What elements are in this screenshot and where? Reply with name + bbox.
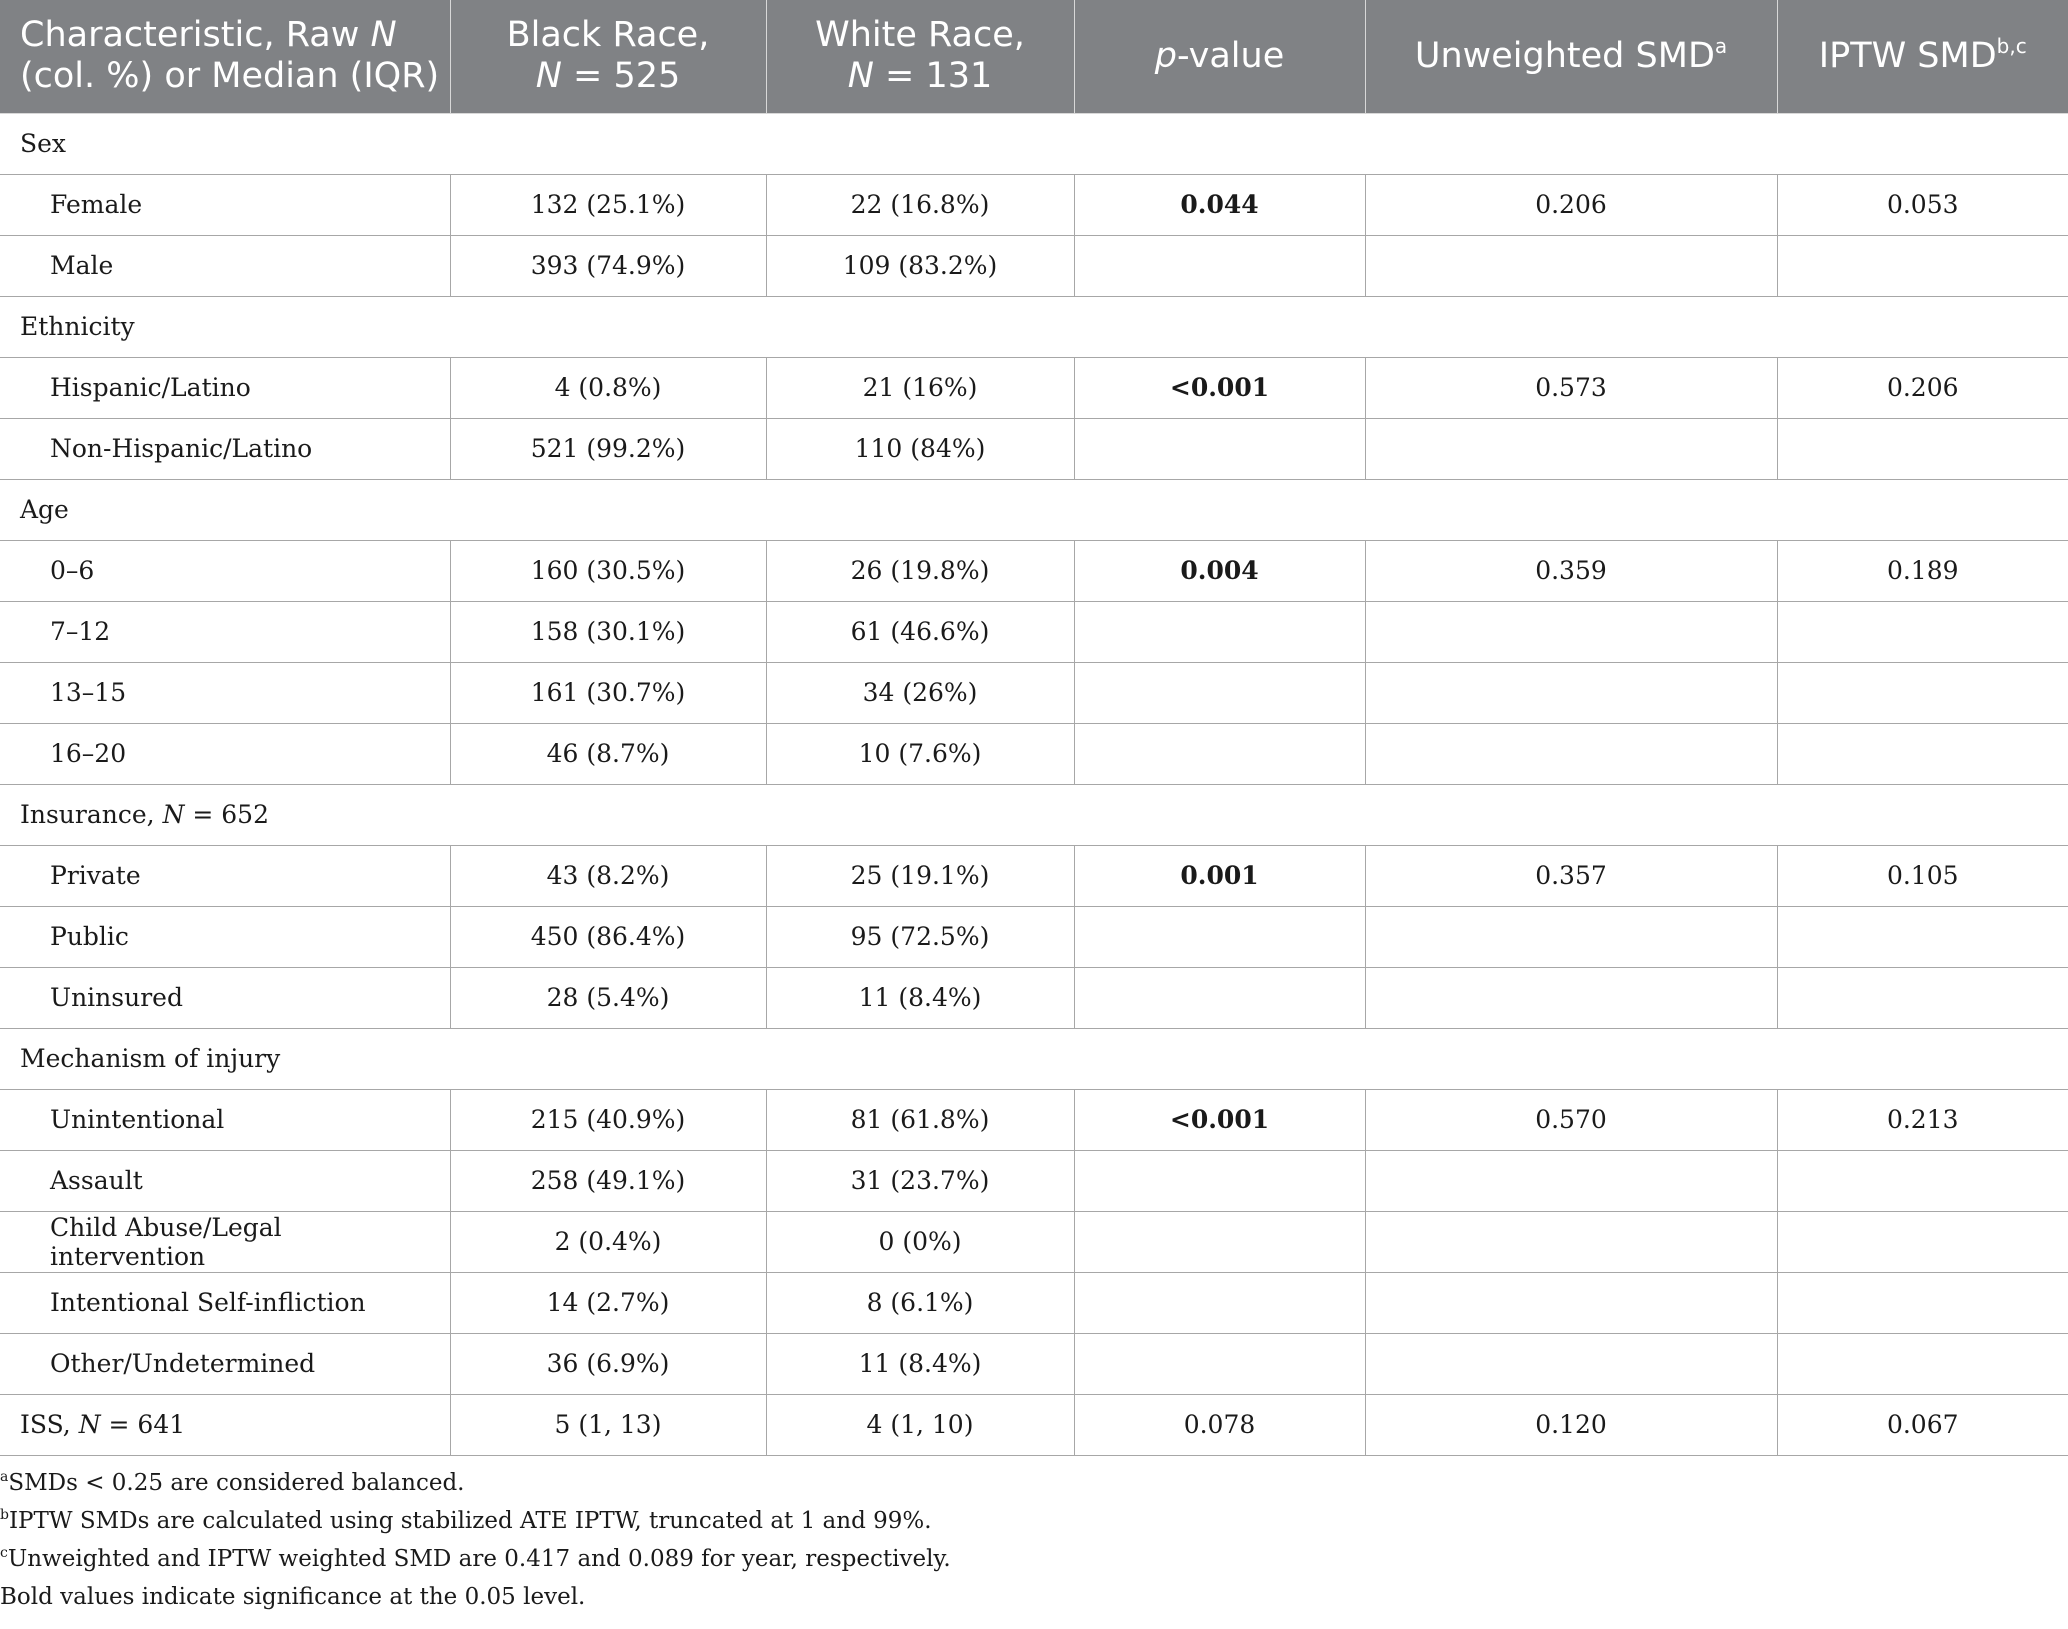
category-row-age <box>0 479 2068 540</box>
p-value <box>1074 601 1365 662</box>
p-value <box>1074 723 1365 784</box>
unweighted-smd-value: 0.357 <box>1365 845 1777 906</box>
black-value: 160 (30.5%) <box>450 540 766 601</box>
table-row <box>0 540 2068 601</box>
white-value: 11 (8.4%) <box>766 1333 1074 1394</box>
table-row <box>0 1272 2068 1333</box>
unweighted-smd-value <box>1365 235 1777 296</box>
unweighted-smd-value: 0.206 <box>1365 174 1777 235</box>
category-row-ethnicity <box>0 296 2068 357</box>
row-label: Non-Hispanic/Latino <box>0 418 450 479</box>
table-row <box>0 1089 2068 1150</box>
category-label: Mechanism of injury <box>0 1028 2068 1089</box>
row-label: Intentional Self-infliction <box>0 1272 450 1333</box>
white-value: 61 (46.6%) <box>766 601 1074 662</box>
unweighted-smd-value <box>1365 418 1777 479</box>
unweighted-smd-value <box>1365 662 1777 723</box>
iptw-smd-value <box>1777 1150 2068 1211</box>
white-value: 25 (19.1%) <box>766 845 1074 906</box>
table-row <box>0 1211 2068 1272</box>
white-value: 8 (6.1%) <box>766 1272 1074 1333</box>
row-label: 0–6 <box>0 540 450 601</box>
iptw-smd-value <box>1777 662 2068 723</box>
p-value: 0.001 <box>1074 845 1365 906</box>
black-value: 14 (2.7%) <box>450 1272 766 1333</box>
unweighted-smd-value: 0.120 <box>1365 1394 1777 1455</box>
unweighted-smd-value <box>1365 1333 1777 1394</box>
header-characteristic: Characteristic, Raw N (col. %) or Median (IQR) <box>0 0 450 113</box>
header-p-value: p-value <box>1074 0 1365 113</box>
iptw-smd-value <box>1777 906 2068 967</box>
p-value <box>1074 1211 1365 1272</box>
white-value: 95 (72.5%) <box>766 906 1074 967</box>
row-label: 7–12 <box>0 601 450 662</box>
table-row <box>0 906 2068 967</box>
table-row <box>0 845 2068 906</box>
iptw-smd-value <box>1777 1272 2068 1333</box>
black-value: 2 (0.4%) <box>450 1211 766 1272</box>
black-value: 4 (0.8%) <box>450 357 766 418</box>
unweighted-smd-value <box>1365 1150 1777 1211</box>
category-row-sex <box>0 113 2068 174</box>
row-label: 16–20 <box>0 723 450 784</box>
unweighted-smd-value: 0.570 <box>1365 1089 1777 1150</box>
table-row <box>0 174 2068 235</box>
row-label: ISS, N = 641 <box>0 1394 450 1455</box>
white-value: 81 (61.8%) <box>766 1089 1074 1150</box>
black-value: 43 (8.2%) <box>450 845 766 906</box>
white-value: 10 (7.6%) <box>766 723 1074 784</box>
white-value: 26 (19.8%) <box>766 540 1074 601</box>
unweighted-smd-value <box>1365 1272 1777 1333</box>
black-value: 132 (25.1%) <box>450 174 766 235</box>
black-value: 258 (49.1%) <box>450 1150 766 1211</box>
black-value: 46 (8.7%) <box>450 723 766 784</box>
table-row <box>0 418 2068 479</box>
white-value: 109 (83.2%) <box>766 235 1074 296</box>
row-label: Male <box>0 235 450 296</box>
black-value: 28 (5.4%) <box>450 967 766 1028</box>
table-row <box>0 662 2068 723</box>
iptw-smd-value <box>1777 967 2068 1028</box>
iptw-smd-value <box>1777 723 2068 784</box>
unweighted-smd-value <box>1365 967 1777 1028</box>
footnote-b: $^b$IPTW SMDs are calculated using stabilized ATE IPTW, truncated at 1 and 99%. <box>0 1507 932 1534</box>
table-row-iss <box>0 1394 2068 1455</box>
p-value <box>1074 662 1365 723</box>
category-label: Sex <box>0 113 2068 174</box>
footnote-bold-note: Bold values indicate significance at the 0.05 level. <box>0 1584 586 1610</box>
header-unweighted-smd: Unweighted SMD$^a$ <box>1365 0 1777 113</box>
row-label: Hispanic/Latino <box>0 357 450 418</box>
unweighted-smd-value <box>1365 723 1777 784</box>
iptw-smd-value: 0.067 <box>1777 1394 2068 1455</box>
row-label: Unintentional <box>0 1089 450 1150</box>
white-value: 110 (84%) <box>766 418 1074 479</box>
iptw-smd-value: 0.206 <box>1777 357 2068 418</box>
row-label: Other/Undetermined <box>0 1333 450 1394</box>
black-value: 5 (1, 13) <box>450 1394 766 1455</box>
unweighted-smd-value: 0.359 <box>1365 540 1777 601</box>
p-value: <0.001 <box>1074 1089 1365 1150</box>
row-label: Uninsured <box>0 967 450 1028</box>
p-value: 0.078 <box>1074 1394 1365 1455</box>
white-value: 11 (8.4%) <box>766 967 1074 1028</box>
header-iptw-smd: IPTW SMD$^{b,c}$ <box>1777 0 2068 113</box>
table-row <box>0 723 2068 784</box>
footnote-a: $^a$SMDs < 0.25 are considered balanced. <box>0 1469 465 1496</box>
p-value <box>1074 418 1365 479</box>
p-value <box>1074 906 1365 967</box>
iptw-smd-value: 0.053 <box>1777 174 2068 235</box>
table-row <box>0 1150 2068 1211</box>
row-label: Female <box>0 174 450 235</box>
unweighted-smd-value <box>1365 906 1777 967</box>
category-row-mechanism <box>0 1028 2068 1089</box>
unweighted-smd-value: 0.573 <box>1365 357 1777 418</box>
unweighted-smd-value <box>1365 601 1777 662</box>
table-row <box>0 235 2068 296</box>
unweighted-smd-value <box>1365 1211 1777 1272</box>
black-value: 36 (6.9%) <box>450 1333 766 1394</box>
black-value: 215 (40.9%) <box>450 1089 766 1150</box>
p-value <box>1074 235 1365 296</box>
p-value: 0.044 <box>1074 174 1365 235</box>
iptw-smd-value <box>1777 418 2068 479</box>
table-row <box>0 1333 2068 1394</box>
iptw-smd-value <box>1777 1333 2068 1394</box>
table-footnotes <box>0 1464 2068 1616</box>
table-row <box>0 601 2068 662</box>
category-label: Insurance, N = 652 <box>0 784 2068 845</box>
white-value: 31 (23.7%) <box>766 1150 1074 1211</box>
table-row <box>0 357 2068 418</box>
row-label: Assault <box>0 1150 450 1211</box>
p-value: 0.004 <box>1074 540 1365 601</box>
header-black-race: Black Race, N = 525 <box>450 0 766 113</box>
black-value: 521 (99.2%) <box>450 418 766 479</box>
iptw-smd-value: 0.189 <box>1777 540 2068 601</box>
iptw-smd-value: 0.213 <box>1777 1089 2068 1150</box>
table-body <box>0 113 2068 1455</box>
p-value <box>1074 1150 1365 1211</box>
row-label: Private <box>0 845 450 906</box>
table-header <box>0 0 2068 113</box>
row-label: Child Abuse/Legal intervention <box>0 1211 450 1272</box>
table-row <box>0 967 2068 1028</box>
white-value: 34 (26%) <box>766 662 1074 723</box>
header-white-race: White Race, N = 131 <box>766 0 1074 113</box>
black-value: 393 (74.9%) <box>450 235 766 296</box>
white-value: 0 (0%) <box>766 1211 1074 1272</box>
row-label: 13–15 <box>0 662 450 723</box>
iptw-smd-value: 0.105 <box>1777 845 2068 906</box>
white-value: 22 (16.8%) <box>766 174 1074 235</box>
iptw-smd-value <box>1777 235 2068 296</box>
category-label: Ethnicity <box>0 296 2068 357</box>
black-value: 450 (86.4%) <box>450 906 766 967</box>
black-value: 161 (30.7%) <box>450 662 766 723</box>
category-label: Age <box>0 479 2068 540</box>
p-value <box>1074 967 1365 1028</box>
black-value: 158 (30.1%) <box>450 601 766 662</box>
row-label: Public <box>0 906 450 967</box>
iptw-smd-value <box>1777 601 2068 662</box>
iptw-smd-value <box>1777 1211 2068 1272</box>
header-row <box>0 0 2068 113</box>
p-value <box>1074 1333 1365 1394</box>
category-row-insurance <box>0 784 2068 845</box>
footnote-c: $^c$Unweighted and IPTW weighted SMD are 0.417 and 0.089 for year, respectively. <box>0 1545 951 1572</box>
p-value <box>1074 1272 1365 1333</box>
white-value: 21 (16%) <box>766 357 1074 418</box>
white-value: 4 (1, 10) <box>766 1394 1074 1455</box>
p-value: <0.001 <box>1074 357 1365 418</box>
